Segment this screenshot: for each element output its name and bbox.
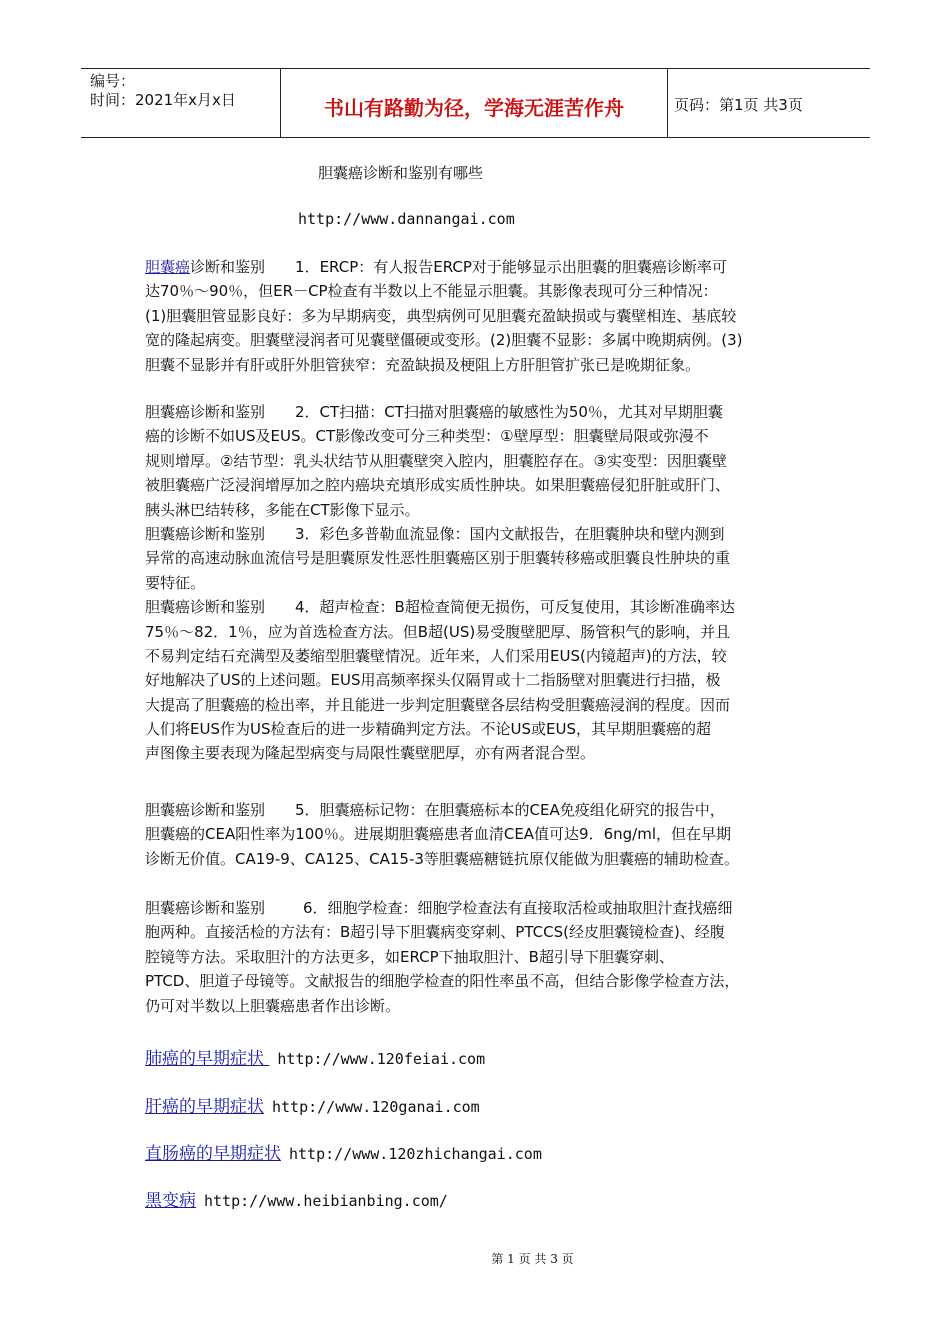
page-footer: 第 1 页 共 3 页 — [491, 1252, 574, 1266]
document-number: 编号： — [90, 72, 136, 90]
paragraph-line: 异常的高速动脉血流信号是胆囊原发性恶性胆囊癌区别于胆囊转移癌或胆囊良性肿块的重 — [145, 549, 731, 568]
paragraph-line: 胰头淋巴结转移，多能在CT影像下显示。 — [145, 500, 420, 519]
link-row-lung-cancer — [145, 1044, 485, 1069]
paragraph-line: 胞两种。直接活检的方法有：B超引导下胆囊病变穿刺、PTCCS(经皮胆囊镜检查)、经腹 — [145, 923, 725, 942]
paragraph-line: PTCD、胆道子母镜等。文献报告的细胞学检查的阳性率虽不高，但结合影像学检查方法， — [145, 972, 740, 991]
paragraph-line: 被胆囊癌广泛浸润增厚加之腔内癌块充填形成实质性肿块。如果胆囊癌侵犯肝脏或肝门、 — [145, 476, 731, 495]
link-row-liver-cancer — [145, 1092, 480, 1117]
paragraph-line: 诊断无价值。CA19-9、CA125、CA15-3等胆囊癌糖链抗原仅能做为胆囊癌的辅助检查。 — [145, 849, 739, 868]
paragraph-line: 人们将EUS作为US检查后的进一步精确判定方法。不论US或EUS，其早期胆囊癌的超 — [145, 720, 711, 739]
paragraph-line: 胆囊癌诊断和鉴别 6．细胞学检查：细胞学检查法有直接取活检或抽取胆汁查找癌细 — [145, 899, 733, 917]
header-left-cell — [81, 69, 281, 137]
link-url: http://www.120ganai.com — [272, 1098, 480, 1116]
paragraph-line: 胆囊癌诊断和鉴别 2．CT扫描：CT扫描对胆囊癌的敏感性为50％，尤其对早期胆囊 — [145, 403, 723, 421]
link-rectal-cancer[interactable]: 直肠癌的早期症状 — [145, 1144, 281, 1164]
link-row-melanosis — [145, 1186, 448, 1211]
paragraph-line: 不易判定结石充满型及萎缩型胆囊壁情况。近年来，人们采用EUS(内镜超声)的方法，较 — [145, 646, 727, 665]
paragraph-line: 胆囊癌诊断和鉴别 3．彩色多普勒血流显像：国内文献报告，在胆囊肿块和壁内测到 — [145, 524, 725, 543]
document-title: 胆囊癌诊断和鉴别有哪些 — [318, 164, 484, 182]
header-right-cell — [668, 69, 870, 137]
paragraph-line: 腔镜等方法。采取胆汁的方法更多，如ERCP下抽取胆汁、B超引导下胆囊穿刺、 — [145, 947, 674, 966]
paragraph-line: (1)胆囊胆管显影良好：多为早期病变，典型病例可见胆囊充盈缺损或与囊壁相连、基底较 — [145, 306, 737, 325]
paragraph-line: 癌的诊断不如US及EUS。CT影像改变可分三种类型：①壁厚型：胆囊壁局限或弥漫不 — [145, 427, 709, 446]
link-row-rectal-cancer — [145, 1139, 542, 1164]
paragraph-line: 胆囊不显影并有肝或肝外胆管狭窄：充盈缺损及梗阻上方肝胆管扩张已是晚期征象。 — [145, 355, 701, 374]
header-table — [81, 68, 870, 138]
paragraph-line: 宽的隆起病变。胆囊壁浸润者可见囊壁僵硬或变形。(2)胆囊不显影：多属中晚期病例。(3) — [145, 331, 743, 350]
document-date: 时间：2021年x月x日 — [90, 91, 236, 109]
paragraph-line: 胆囊癌诊断和鉴别 1．ERCP：有人报告ERCP对于能够显示出胆囊的胆囊癌诊断率可 — [145, 258, 727, 276]
paragraph-line: 声图像主要表现为隆起型病变与局限性囊壁肥厚，亦有两者混合型。 — [145, 744, 596, 763]
link-lung-cancer[interactable]: 肺癌的早期症状 — [145, 1049, 270, 1069]
header-motto: 书山有路勤为径，学海无涯苦作舟 — [324, 96, 624, 120]
paragraph-line: 好地解决了US的上述问题。EUS用高频率探头仅隔胃或十二指肠壁对胆囊进行扫描，极 — [145, 671, 721, 690]
keyword-link[interactable]: 胆囊癌 — [145, 258, 191, 276]
paragraph-line: 要特征。 — [145, 573, 206, 592]
site-url: http://www.dannangai.com — [298, 210, 515, 228]
paragraph-line: 仍可对半数以上胆囊癌患者作出诊断。 — [145, 996, 401, 1015]
header-middle-cell — [281, 69, 668, 137]
link-liver-cancer[interactable]: 肝癌的早期症状 — [145, 1097, 264, 1117]
paragraph-line: 达70％～90％，但ER－CP检查有半数以上不能显示胆囊。其影像表现可分三种情况： — [145, 282, 718, 301]
paragraph-ercp — [145, 255, 815, 377]
paragraph-line: 胆囊癌诊断和鉴别 4．超声检查：B超检查简便无损伤，可反复使用，其诊断准确率达 — [145, 598, 735, 617]
link-url: http://www.heibianbing.com/ — [204, 1192, 448, 1210]
paragraph-cytology — [145, 896, 815, 1018]
link-melanosis[interactable]: 黑变病 — [145, 1191, 196, 1211]
paragraph-ct-doppler-ultrasound — [145, 400, 815, 766]
paragraph-line: 规则增厚。②结节型：乳头状结节从胆囊壁突入腔内，胆囊腔存在。③实变型：因胆囊壁 — [145, 451, 727, 470]
paragraph-line: 胆囊癌的CEA阳性率为100％。进展期胆囊癌患者血清CEA值可达9．6ng/ml，但在早期 — [145, 825, 732, 844]
link-url: http://www.120zhichangai.com — [289, 1145, 542, 1163]
header-page-code: 页码：第1页 共3页 — [674, 96, 803, 114]
paragraph-line: 大提高了胆囊癌的检出率，并且能进一步判定胆囊壁各层结构受胆囊癌浸润的程度。因而 — [145, 695, 731, 714]
paragraph-markers — [145, 798, 815, 871]
paragraph-line: 胆囊癌诊断和鉴别 5．胆囊癌标记物：在胆囊癌标本的CEA免疫组化研究的报告中， — [145, 801, 725, 819]
link-url: http://www.120feiai.com — [277, 1050, 486, 1068]
paragraph-line: 75％～82．1％，应为首选检查方法。但B超(US)易受腹壁肥厚、肠管积气的影响，并且 — [145, 622, 731, 641]
